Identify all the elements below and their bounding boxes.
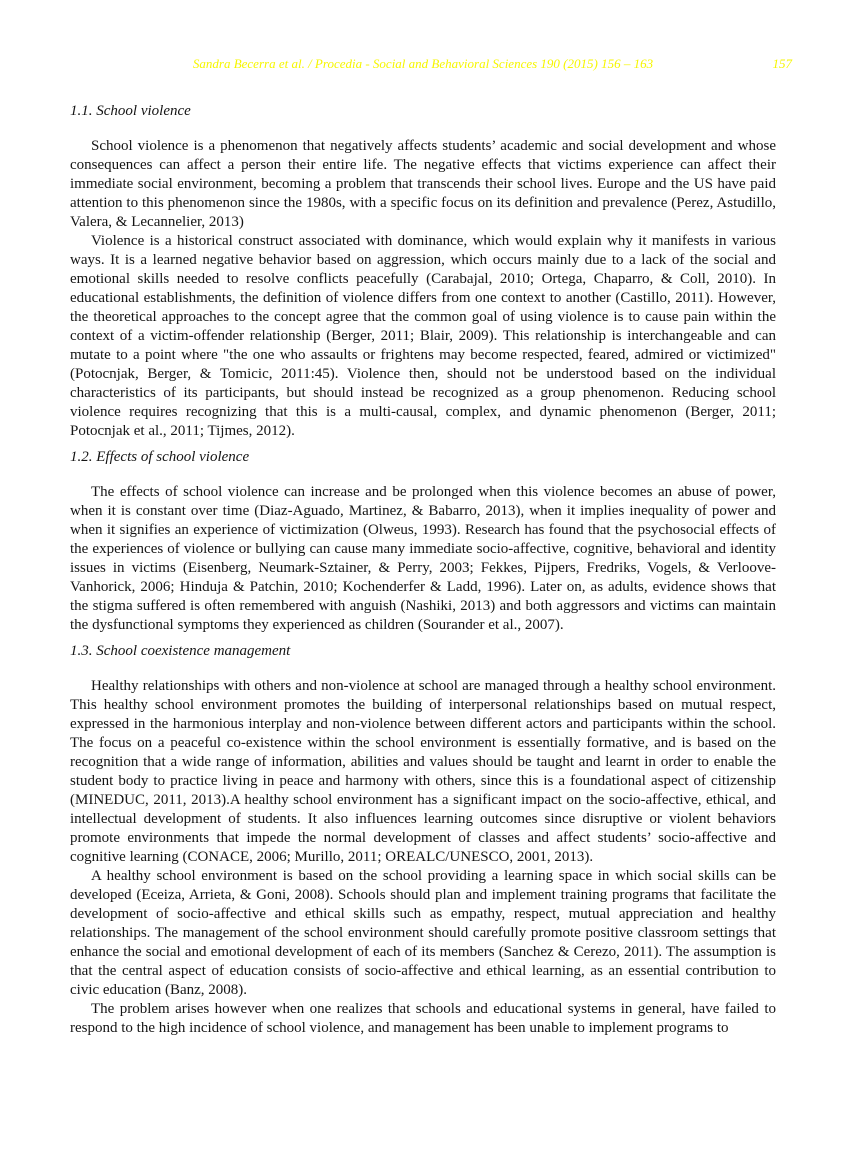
paragraph: The problem arises however when one realizes that schools and educational systems in general, have failed to respond to the high incidence of school violence, and management has been unable to implement programs to [70,1001,776,1036]
paragraph: The effects of school violence can increase and be prolonged when this violence becomes an abuse of power, when it is constant over time (Diaz-Aguado, Martinez, & Babarro, 2013), when it implies inequality of power and when it signifies an experience of victimization (Olweus, 1993). Research has found that the psychosocial effects of the experiences of violence or bullying can cause many immediate socio-affective, cognitive, behavioral and identity issues in victims (Eisenberg, Neumark-Sztainer, & Perry, 2003; Fekkes, Pijpers, Fredriks, Vogels, & Verloove-Vanhorick, 2006; Hinduja & Patchin, 2010; Kochenderfer & Ladd, 1996). Later on, as adults, evidence shows that the stigma suffered is often remembered with anguish (Nashiki, 2013) and both aggressors and victims can maintain the dysfunctional symptoms they experienced as children (Sourander et al., 2007). [70,484,776,633]
paragraph: Healthy relationships with others and non-violence at school are managed through a healthy school environment. This healthy school environment promotes the building of interpersonal relationships based on mutual respect, expressed in the harmonious interplay and non-violence between different actors and participants within the school. The focus on a peaceful co-existence within the school environment is essentially formative, and is based on the recognition that a wide range of information, abilities and values should be taught and learnt in order to enable the student body to practice living in peace and harmony with others, since this is a foundational aspect of citizenship (MINEDUC, 2011, 2013).A healthy school environment has a significant impact on the socio-affective, ethical, and intellectual development of students. It also influences learning outcomes since disruptive or violent behaviors promote environments that impede the normal development of classes and affect students’ socio-affective and cognitive learning (CONACE, 2006; Murillo, 2011; OREALC/UNESCO, 2001, 2013). [70,678,776,865]
page-number: 157 [772,56,792,71]
running-header [70,56,792,74]
section-heading-1-3: 1.3. School coexistence management [70,643,291,659]
section-heading-1-2: 1.2. Effects of school violence [70,449,250,465]
running-title: Sandra Becerra et al. / Procedia - Social and Behavioral Sciences 190 (2015) 156 – 163 [192,56,654,71]
paragraph: School violence is a phenomenon that negatively affects students’ academic and social development and whose consequences can affect a person their entire life. The negative effects that victims experience can affect their immediate social environment, becoming a problem that transcends their school lives. Europe and the US have paid attention to this phenomenon since the 1980s, with a specific focus on its definition and prevalence (Perez, Astudillo, Valera, & Lecannelier, 2013) [70,138,776,230]
paragraph: Violence is a historical construct associated with dominance, which would explain why it manifests in various ways. It is a learned negative behavior based on aggression, which occurs mainly due to a lack of the social and emotional skills needed to resolve conflicts peacefully (Carabajal, 2010; Ortega, Chaparro, & Coll, 2010). In educational establishments, the definition of violence differs from one context to another (Castillo, 2011). However, the theoretical approaches to the concept agree that the common goal of using violence is to cause pain within the context of a victim-offender relationship (Berger, 2011; Blair, 2009). This relationship is interchangeable and can mutate to a point where "the one who assaults or frightens may become respected, feared, admired or victimized" (Potocnjak, Berger, & Tomicic, 2011:45). Violence then, should not be understood based on the individual characteristics of its participants, but should instead be recognized as a group phenomenon. Reducing school violence requires recognizing that this is a multi-causal, complex, and dynamic phenomenon (Berger, 2011; Potocnjak et al., 2011; Tijmes, 2012). [70,233,776,439]
section-school-violence [70,102,776,441]
paragraph: A healthy school environment is based on the school providing a learning space in which social skills can be developed (Eceiza, Arrieta, & Goni, 2008). Schools should plan and implement training programs that facilitate the development of socio-affective and ethical skills such as empathy, respect, mutual appreciation and healthy relationships. The management of the school environment should carefully promote positive classroom settings that enhance the social and emotional development of each of its members (Sanchez & Cerezo, 2011). The assumption is that the central aspect of education consists of socio-affective and ethical learning, as an essential contribution to civic education (Banz, 2008). [70,868,776,998]
section-effects-of-school-violence [70,448,776,635]
section-heading-1-1: 1.1. School violence [70,103,191,119]
section-school-coexistence-management [70,642,776,1038]
article-body [70,102,776,1038]
